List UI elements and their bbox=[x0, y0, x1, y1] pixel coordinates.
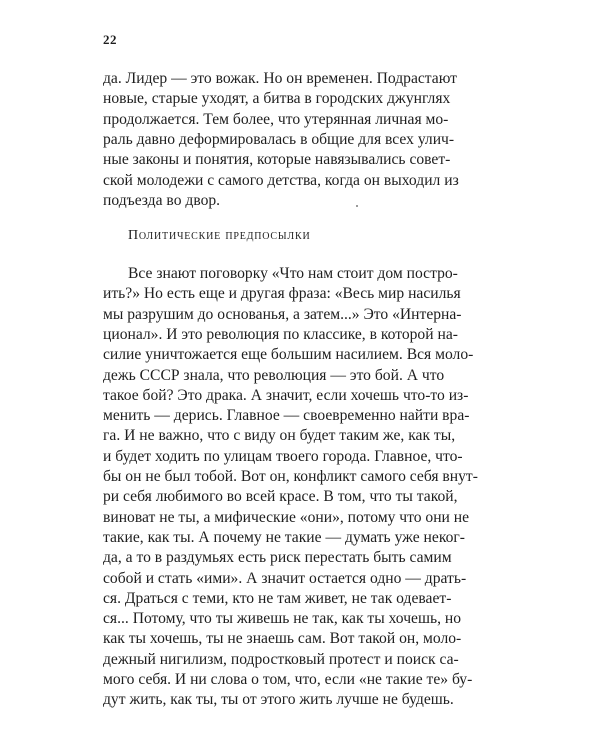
text-line: ской молодежи с самого детства, когда он выходил из bbox=[103, 171, 459, 189]
text-line: бы он не был тобой. Вот он, конфликт самого себя внут- bbox=[103, 468, 478, 485]
text-line: ся. Драться с теми, кто не там живет, не так одевает- bbox=[103, 589, 452, 607]
text-line: ные законы и понятия, которые навязывались совет- bbox=[103, 151, 451, 169]
text-line: собой и стать «ими». А значит остается одно — драть- bbox=[103, 569, 467, 587]
text-line: ри себя любимого во всей красе. В том, что ты такой, bbox=[103, 488, 458, 506]
text-line: ся... Потому, что ты живешь не так, как ты хочешь, но bbox=[103, 610, 462, 628]
text-line: подъезда во двор. bbox=[103, 191, 221, 209]
text-line: мы разрушим до основанья, а затем...» Это «Интерна- bbox=[103, 305, 462, 323]
text-line: менить — дерись. Главное — своевременно найти вра- bbox=[103, 407, 470, 425]
text-line: раль давно деформировалась в общие для всех улич- bbox=[103, 130, 455, 148]
text-line: да. Лидер — это вожак. Но он временен. Подрастают bbox=[103, 70, 457, 87]
text-line: мого себя. И ни слова о том, что, если «не такие те» бу- bbox=[103, 671, 473, 688]
text-line: ить?» Но есть еще и другая фраза: «Весь мир насилья bbox=[103, 285, 461, 303]
text-line: дежь СССР знала, что революция — это бой. А что bbox=[103, 366, 445, 384]
text-line: ционал». И это революция по классике, в которой на- bbox=[103, 325, 458, 343]
text-line: силие уничтожается еще большим насилием. Вся моло- bbox=[103, 346, 474, 364]
text-line: новые, старые уходят, а битва в городских джунглях bbox=[103, 90, 451, 108]
text-line: дежный нигилизм, подростковый протест и поиск са- bbox=[103, 650, 459, 668]
text-line: и будет ходить по улицам твоего города. Главное, что- bbox=[103, 447, 463, 465]
text-line: продолжается. Тем более, что утерянная личная мо- bbox=[103, 110, 449, 128]
text-line: да, а то в раздумьях есть риск перестать быть самим bbox=[103, 549, 452, 567]
text-line: как ты хочешь, ты не знаешь сам. Вот такой он, моло- bbox=[103, 630, 462, 648]
text-line: виноват не ты, а мифические «они», потому что они не bbox=[103, 508, 470, 526]
text-line: Все знают поговорку «Что нам стоит дом постро- bbox=[128, 265, 458, 282]
dot-mark bbox=[356, 205, 358, 207]
text-line: га. И не важно, что с виду он будет таким же, как ты, bbox=[103, 427, 456, 445]
section-heading: Политические предпосылки bbox=[128, 228, 311, 243]
text-line: дут жить, как ты, ты от этого жить лучше не будешь. bbox=[103, 691, 454, 709]
page-number: 22 bbox=[103, 32, 117, 47]
text-line: такие, как ты. А почему не такие — думать уже неког- bbox=[103, 528, 465, 546]
text-line: такое бой? Это драка. А значит, если хочешь что-то из- bbox=[103, 386, 469, 404]
